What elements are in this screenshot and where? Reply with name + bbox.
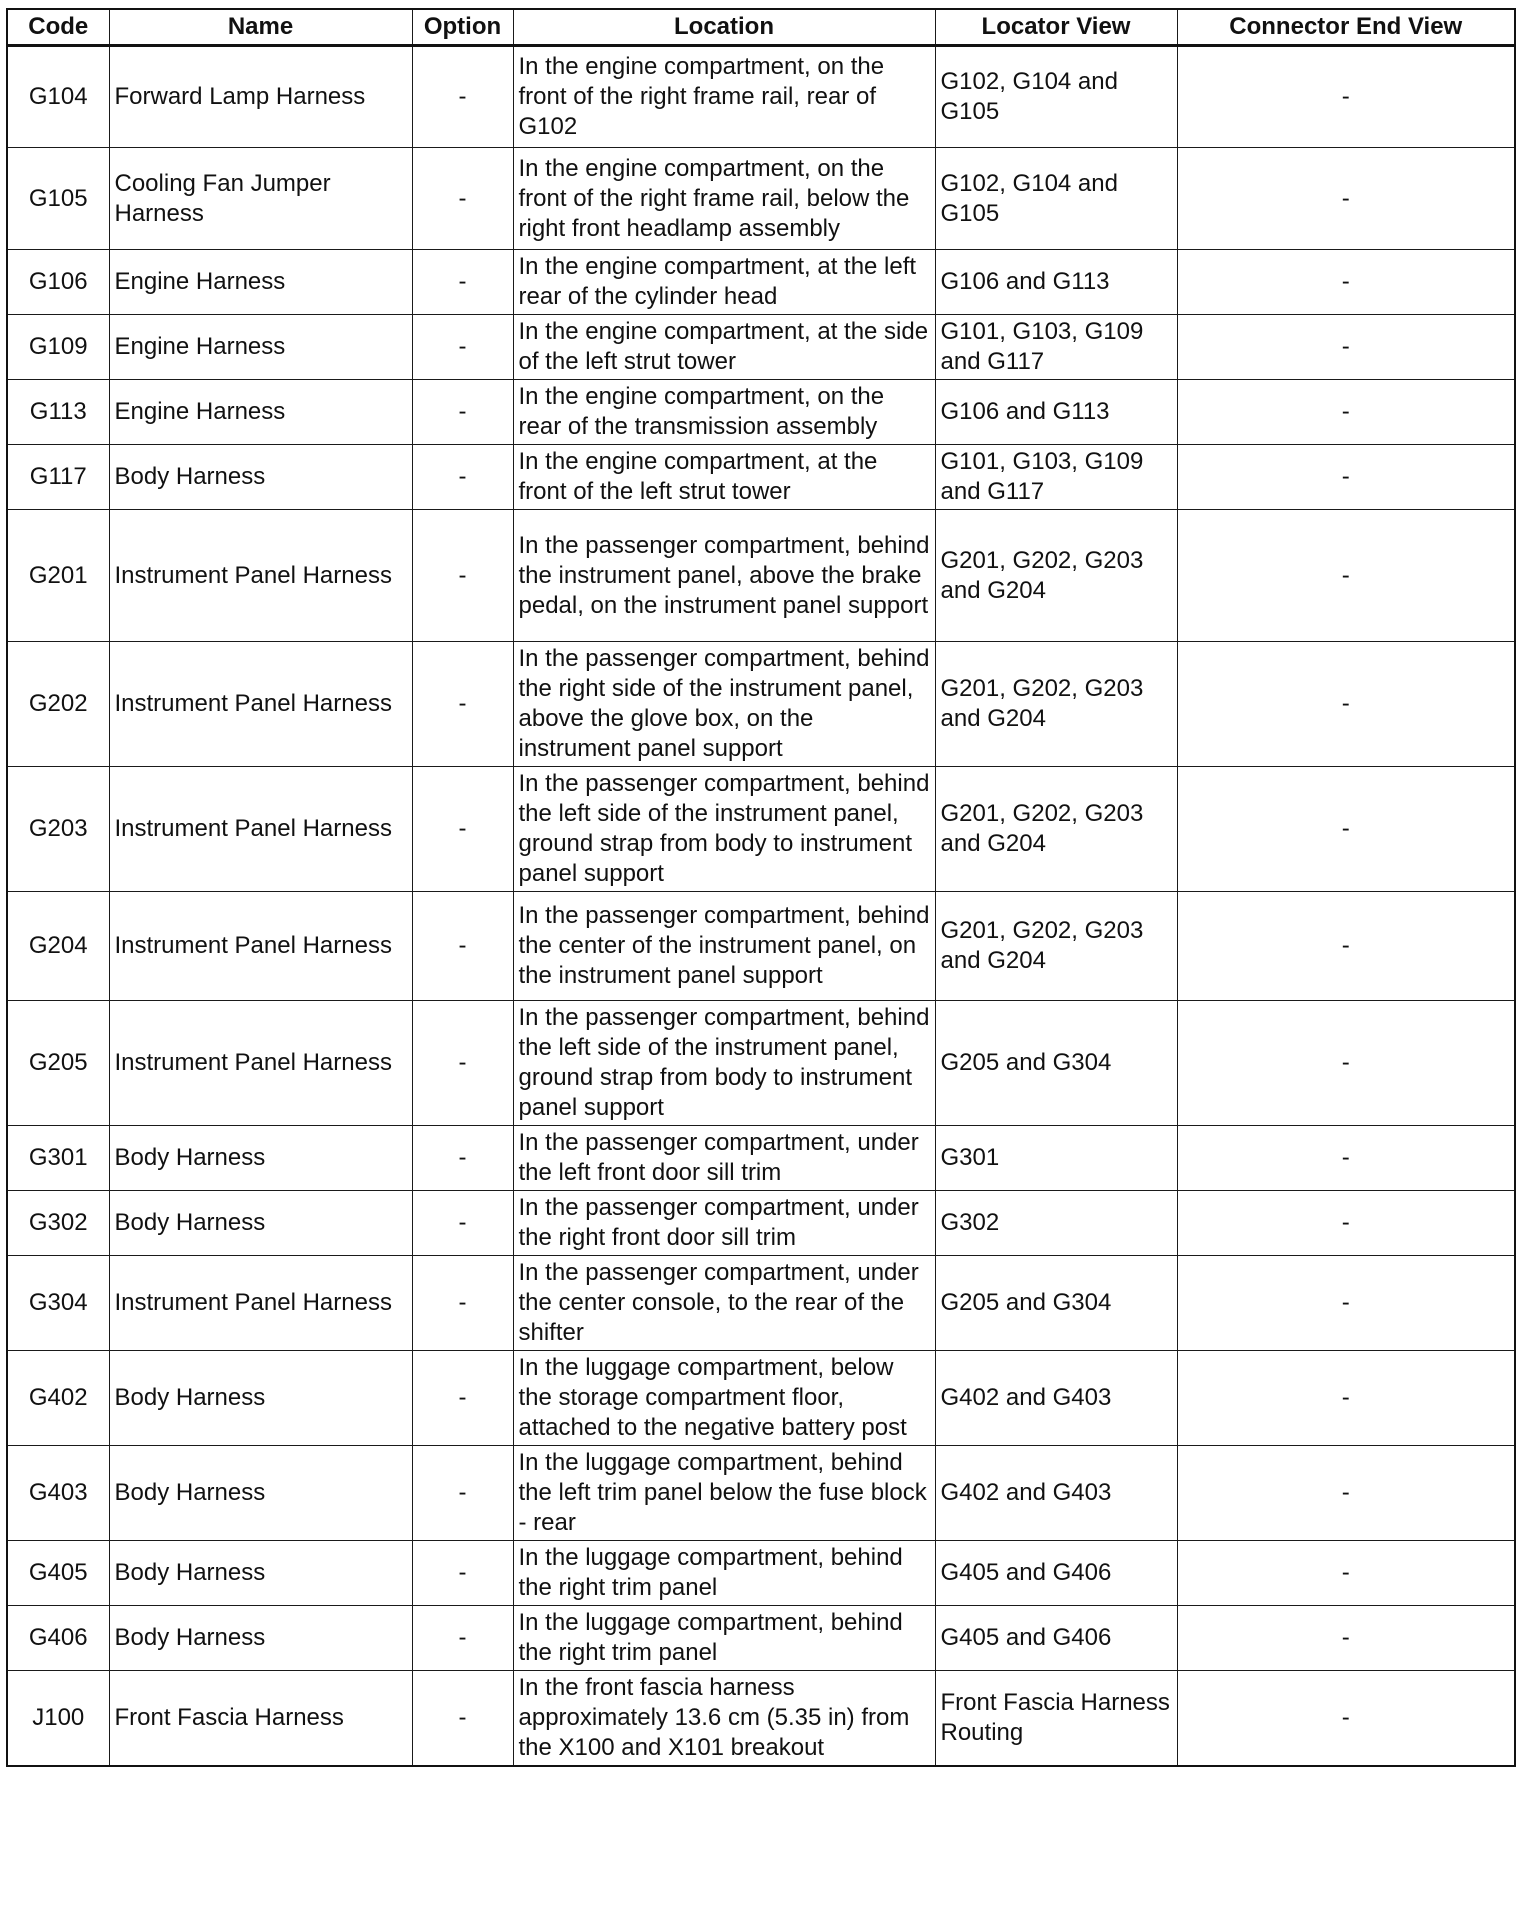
table-row	[7, 148, 1515, 250]
cell-option: -	[412, 1606, 513, 1671]
cell-code: G117	[7, 445, 109, 510]
cell-option: -	[412, 1541, 513, 1606]
ground-connector-table	[6, 8, 1516, 1767]
cell-locator-view: G301	[935, 1126, 1177, 1191]
cell-name: Front Fascia Harness	[109, 1671, 412, 1767]
cell-option: -	[412, 445, 513, 510]
cell-connector-end-view: -	[1177, 250, 1515, 315]
table-row	[7, 1671, 1515, 1767]
cell-location: In the passenger compartment, behind the instrument panel, above the brake pedal, on the instrument panel support	[513, 510, 935, 642]
cell-option: -	[412, 315, 513, 380]
cell-connector-end-view: -	[1177, 1606, 1515, 1671]
table-row	[7, 46, 1515, 148]
table-row	[7, 1541, 1515, 1606]
cell-connector-end-view: -	[1177, 767, 1515, 892]
header-code: Code	[7, 9, 109, 46]
table-row	[7, 642, 1515, 767]
cell-name: Body Harness	[109, 1126, 412, 1191]
cell-connector-end-view: -	[1177, 892, 1515, 1001]
cell-name: Engine Harness	[109, 250, 412, 315]
cell-name: Body Harness	[109, 1351, 412, 1446]
cell-name: Instrument Panel Harness	[109, 1001, 412, 1126]
cell-connector-end-view: -	[1177, 46, 1515, 148]
header-row	[7, 9, 1515, 46]
cell-location: In the passenger compartment, behind the right side of the instrument panel, above the glove box, on the instrument panel support	[513, 642, 935, 767]
table-header	[7, 9, 1515, 46]
cell-name: Body Harness	[109, 1446, 412, 1541]
cell-code: G406	[7, 1606, 109, 1671]
cell-locator-view: G402 and G403	[935, 1446, 1177, 1541]
cell-code: G403	[7, 1446, 109, 1541]
cell-name: Instrument Panel Harness	[109, 510, 412, 642]
table-row	[7, 445, 1515, 510]
cell-location: In the passenger compartment, behind the center of the instrument panel, on the instrument panel support	[513, 892, 935, 1001]
cell-code: G203	[7, 767, 109, 892]
cell-connector-end-view: -	[1177, 1126, 1515, 1191]
cell-connector-end-view: -	[1177, 1256, 1515, 1351]
cell-connector-end-view: -	[1177, 315, 1515, 380]
table-row	[7, 1351, 1515, 1446]
cell-name: Body Harness	[109, 1606, 412, 1671]
cell-connector-end-view: -	[1177, 1001, 1515, 1126]
cell-location: In the luggage compartment, behind the right trim panel	[513, 1541, 935, 1606]
table-row	[7, 1126, 1515, 1191]
cell-option: -	[412, 380, 513, 445]
cell-connector-end-view: -	[1177, 642, 1515, 767]
cell-location: In the passenger compartment, under the right front door sill trim	[513, 1191, 935, 1256]
cell-locator-view: G205 and G304	[935, 1001, 1177, 1126]
header-name: Name	[109, 9, 412, 46]
cell-code: G205	[7, 1001, 109, 1126]
table-row	[7, 510, 1515, 642]
cell-locator-view: G402 and G403	[935, 1351, 1177, 1446]
header-location: Location	[513, 9, 935, 46]
cell-location: In the engine compartment, on the front of the right frame rail, below the right front headlamp assembly	[513, 148, 935, 250]
cell-connector-end-view: -	[1177, 1191, 1515, 1256]
cell-name: Instrument Panel Harness	[109, 892, 412, 1001]
cell-name: Body Harness	[109, 1541, 412, 1606]
header-connector-end-view: Connector End View	[1177, 9, 1515, 46]
cell-location: In the passenger compartment, behind the left side of the instrument panel, ground strap from body to instrument panel support	[513, 767, 935, 892]
cell-locator-view: G201, G202, G203 and G204	[935, 892, 1177, 1001]
table-body	[7, 46, 1515, 1767]
cell-option: -	[412, 46, 513, 148]
cell-code: G301	[7, 1126, 109, 1191]
cell-connector-end-view: -	[1177, 1671, 1515, 1767]
cell-locator-view: G201, G202, G203 and G204	[935, 510, 1177, 642]
cell-locator-view: G302	[935, 1191, 1177, 1256]
cell-locator-view: G201, G202, G203 and G204	[935, 642, 1177, 767]
table-row	[7, 315, 1515, 380]
cell-option: -	[412, 250, 513, 315]
cell-connector-end-view: -	[1177, 380, 1515, 445]
cell-locator-view: G106 and G113	[935, 250, 1177, 315]
table-row	[7, 892, 1515, 1001]
header-locator-view: Locator View	[935, 9, 1177, 46]
cell-location: In the engine compartment, on the rear of the transmission assembly	[513, 380, 935, 445]
cell-location: In the passenger compartment, behind the left side of the instrument panel, ground strap from body to instrument panel support	[513, 1001, 935, 1126]
cell-name: Engine Harness	[109, 315, 412, 380]
cell-option: -	[412, 1446, 513, 1541]
cell-code: G304	[7, 1256, 109, 1351]
cell-location: In the engine compartment, at the left rear of the cylinder head	[513, 250, 935, 315]
connector-table-sheet	[6, 8, 1514, 1767]
cell-connector-end-view: -	[1177, 1446, 1515, 1541]
cell-code: G104	[7, 46, 109, 148]
cell-code: G201	[7, 510, 109, 642]
cell-name: Body Harness	[109, 445, 412, 510]
cell-option: -	[412, 767, 513, 892]
cell-locator-view: G101, G103, G109 and G117	[935, 315, 1177, 380]
cell-locator-view: Front Fascia Harness Routing	[935, 1671, 1177, 1767]
cell-option: -	[412, 148, 513, 250]
cell-location: In the front fascia harness approximately 13.6 cm (5.35 in) from the X100 and X101 breakout	[513, 1671, 935, 1767]
cell-locator-view: G102, G104 and G105	[935, 148, 1177, 250]
cell-location: In the luggage compartment, below the storage compartment floor, attached to the negative battery post	[513, 1351, 935, 1446]
cell-option: -	[412, 1001, 513, 1126]
cell-location: In the luggage compartment, behind the left trim panel below the fuse block - rear	[513, 1446, 935, 1541]
cell-option: -	[412, 1191, 513, 1256]
cell-code: G113	[7, 380, 109, 445]
cell-location: In the passenger compartment, under the center console, to the rear of the shifter	[513, 1256, 935, 1351]
cell-code: J100	[7, 1671, 109, 1767]
cell-option: -	[412, 1256, 513, 1351]
cell-option: -	[412, 892, 513, 1001]
cell-code: G402	[7, 1351, 109, 1446]
cell-location: In the passenger compartment, under the left front door sill trim	[513, 1126, 935, 1191]
cell-name: Engine Harness	[109, 380, 412, 445]
cell-connector-end-view: -	[1177, 1541, 1515, 1606]
table-row	[7, 1606, 1515, 1671]
table-row	[7, 1256, 1515, 1351]
cell-option: -	[412, 1126, 513, 1191]
cell-location: In the engine compartment, on the front of the right frame rail, rear of G102	[513, 46, 935, 148]
cell-locator-view: G205 and G304	[935, 1256, 1177, 1351]
table-row	[7, 1446, 1515, 1541]
cell-locator-view: G106 and G113	[935, 380, 1177, 445]
cell-name: Instrument Panel Harness	[109, 767, 412, 892]
cell-option: -	[412, 1351, 513, 1446]
table-row	[7, 380, 1515, 445]
table-row	[7, 1191, 1515, 1256]
cell-code: G106	[7, 250, 109, 315]
cell-name: Forward Lamp Harness	[109, 46, 412, 148]
cell-connector-end-view: -	[1177, 445, 1515, 510]
header-option: Option	[412, 9, 513, 46]
cell-connector-end-view: -	[1177, 1351, 1515, 1446]
cell-connector-end-view: -	[1177, 510, 1515, 642]
table-row	[7, 1001, 1515, 1126]
cell-location: In the engine compartment, at the front of the left strut tower	[513, 445, 935, 510]
table-row	[7, 767, 1515, 892]
cell-code: G109	[7, 315, 109, 380]
cell-locator-view: G405 and G406	[935, 1541, 1177, 1606]
table-row	[7, 250, 1515, 315]
cell-code: G405	[7, 1541, 109, 1606]
cell-locator-view: G102, G104 and G105	[935, 46, 1177, 148]
cell-name: Body Harness	[109, 1191, 412, 1256]
cell-locator-view: G201, G202, G203 and G204	[935, 767, 1177, 892]
cell-name: Cooling Fan Jumper Harness	[109, 148, 412, 250]
cell-locator-view: G101, G103, G109 and G117	[935, 445, 1177, 510]
cell-code: G105	[7, 148, 109, 250]
cell-locator-view: G405 and G406	[935, 1606, 1177, 1671]
cell-name: Instrument Panel Harness	[109, 1256, 412, 1351]
cell-option: -	[412, 1671, 513, 1767]
cell-connector-end-view: -	[1177, 148, 1515, 250]
cell-option: -	[412, 642, 513, 767]
cell-code: G302	[7, 1191, 109, 1256]
cell-option: -	[412, 510, 513, 642]
cell-code: G204	[7, 892, 109, 1001]
cell-code: G202	[7, 642, 109, 767]
cell-name: Instrument Panel Harness	[109, 642, 412, 767]
cell-location: In the luggage compartment, behind the right trim panel	[513, 1606, 935, 1671]
cell-location: In the engine compartment, at the side of the left strut tower	[513, 315, 935, 380]
